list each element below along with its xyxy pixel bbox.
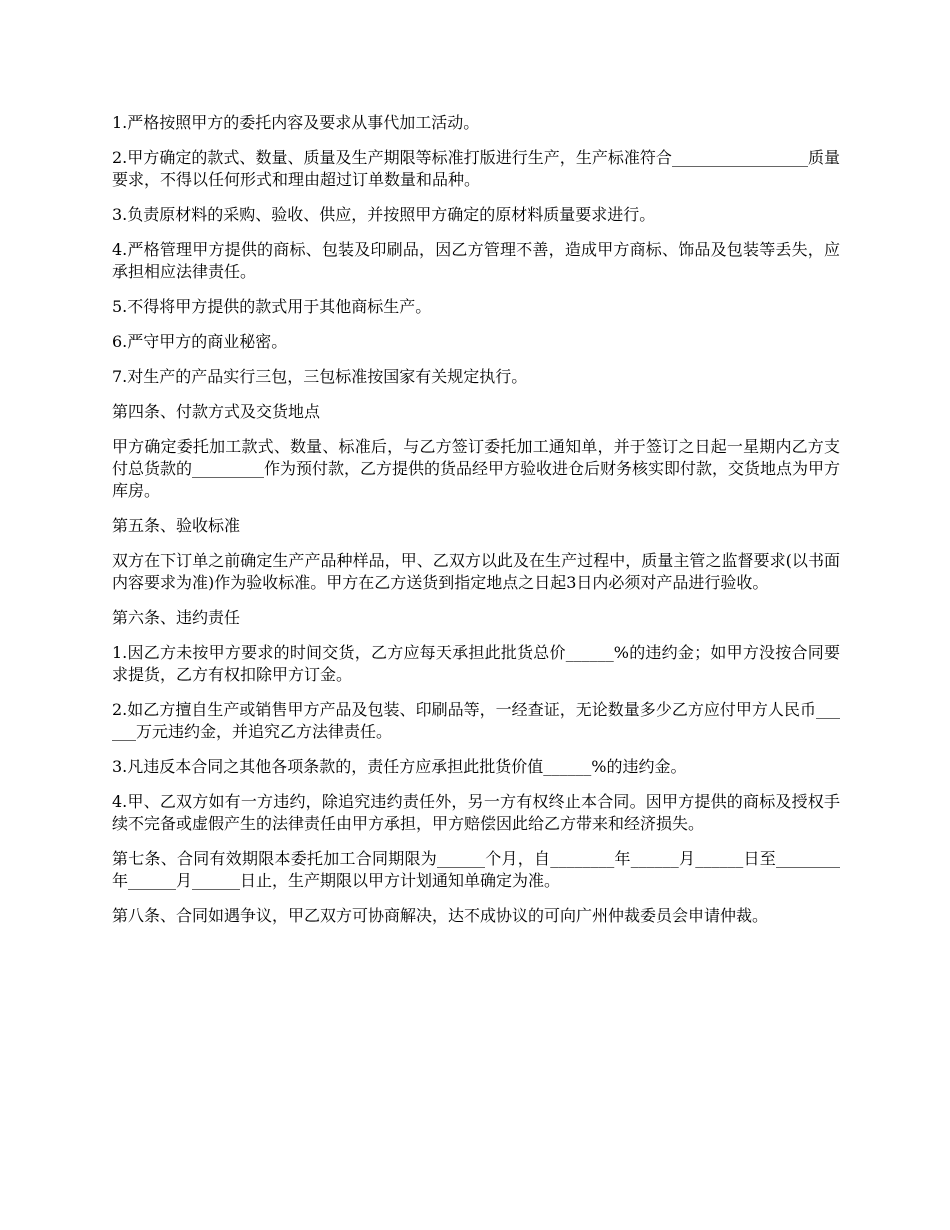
section-heading-article-6: 第六条、违约责任 (112, 608, 241, 627)
clause-6: 6.严守甲方的商业秘密。 (112, 332, 288, 351)
document-body (112, 112, 840, 940)
section-heading-article-4: 第四条、付款方式及交货地点 (112, 402, 321, 421)
clause-1: 1.严格按照甲方的委托内容及要求从事代加工活动。 (112, 113, 480, 132)
article-6-clause-3: 3.凡违反本合同之其他各项条款的，责任方应承担此批货价值______%的违约金。 (112, 757, 687, 776)
section-heading-article-5: 第五条、验收标准 (112, 516, 241, 535)
article-6-clause-1: 1.因乙方未按甲方要求的时间交货，乙方应每天承担此批货总价______%的违约金；如甲方没按合同要求提货，乙方有权扣除甲方订金。 (112, 643, 840, 684)
clause-5: 5.不得将甲方提供的款式用于其他商标生产。 (112, 297, 432, 316)
clause-2: 2.甲方确定的款式、数量、质量及生产期限等标准打版进行生产，生产标准符合_________________质量要求，不得以任何形式和理由超过订单数量和品种。 (112, 148, 840, 189)
article-7-body: 第七条、合同有效期限本委托加工合同期限为______个月，自________年______月______日至________年______月______日止，生产期限以甲方计划通知单确定为准。 (112, 849, 840, 890)
article-4-body: 甲方确定委托加工款式、数量、标准后，与乙方签订委托加工通知单，并于签订之日起一星期内乙方支付总货款的_________作为预付款，乙方提供的货品经甲方验收进仓后财务核实即付款，交货地点为甲方库房。 (112, 437, 841, 500)
clause-7: 7.对生产的产品实行三包，三包标准按国家有关规定执行。 (112, 367, 528, 386)
clause-4: 4.严格管理甲方提供的商标、包装及印刷品，因乙方管理不善，造成甲方商标、饰品及包装等丢失，应承担相应法律责任。 (112, 240, 840, 281)
article-5-body: 双方在下订单之前确定生产产品种样品，甲、乙双方以此及在生产过程中，质量主管之监督要求(以书面内容要求为准)作为验收标准。甲方在乙方送货到指定地点之日起3日内必须对产品进行验收。 (112, 551, 840, 592)
article-6-clause-4: 4.甲、乙双方如有一方违约，除追究违约责任外，另一方有权终止本合同。因甲方提供的商标及授权手续不完备或虚假产生的法律责任由甲方承担，甲方赔偿因此给乙方带来和经济损失。 (112, 792, 840, 833)
article-6-clause-2: 2.如乙方擅自生产或销售甲方产品及包装、印刷品等，一经查证，无论数量多少乙方应付甲方人民币______万元违约金，并追究乙方法律责任。 (112, 700, 840, 741)
clause-3: 3.负责原材料的采购、验收、供应，并按照甲方确定的原材料质量要求进行。 (112, 205, 656, 224)
article-8-body: 第八条、合同如遇争议，甲乙双方可协商解决，达不成协议的可向广州仲裁委员会申请仲裁。 (112, 906, 769, 925)
